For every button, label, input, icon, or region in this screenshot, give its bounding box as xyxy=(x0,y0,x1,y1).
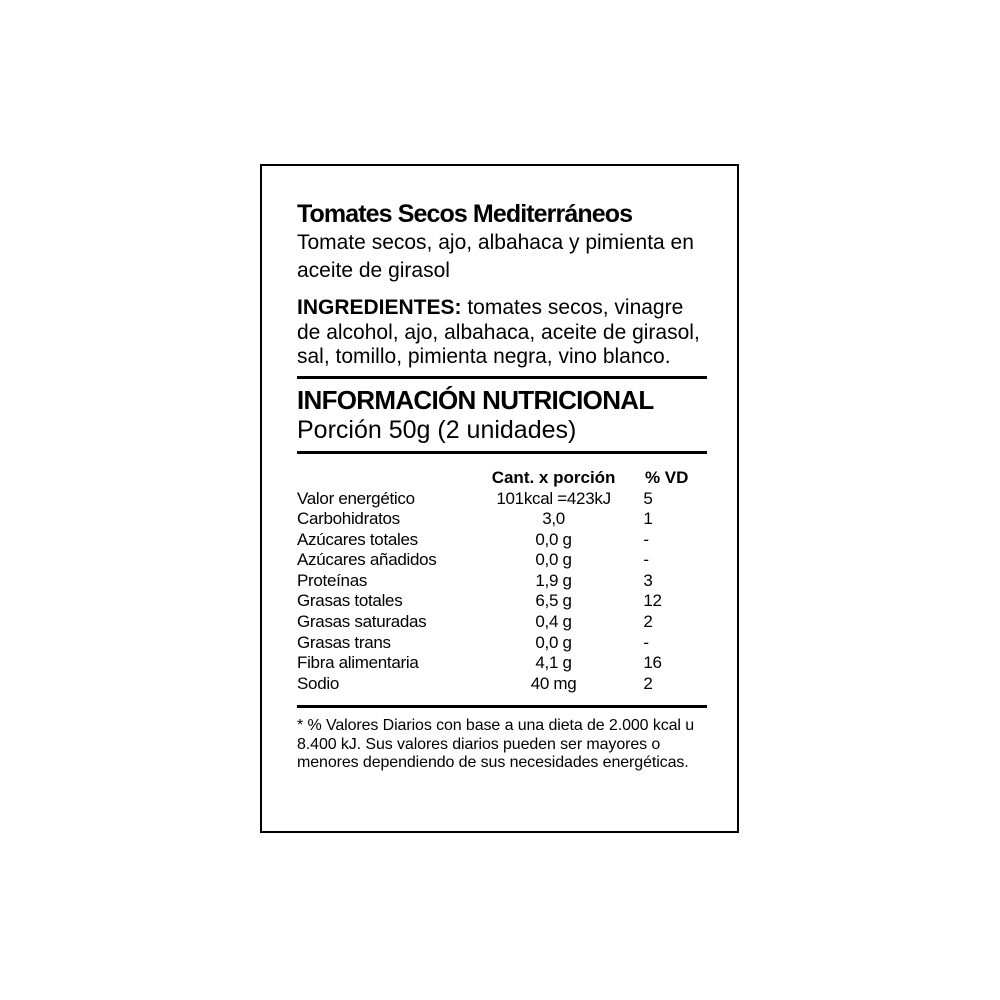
table-row xyxy=(297,550,707,571)
nutrient-vd: 16 xyxy=(643,653,662,673)
nutrient-vd: 1 xyxy=(643,509,653,529)
table-header-row xyxy=(297,467,707,489)
header-amount: Cant. x porción xyxy=(491,467,616,487)
nutrient-vd: 2 xyxy=(643,673,653,693)
nutrient-name: Grasas totales xyxy=(297,591,403,611)
nutrient-name: Azúcares añadidos xyxy=(297,550,437,570)
nutrient-amount: 1,9 g xyxy=(535,570,572,590)
nutrient-name: Valor energético xyxy=(297,488,415,508)
nutrient-amount: 0,0 g xyxy=(535,632,572,652)
table-row xyxy=(297,489,707,510)
header-vd: % VD xyxy=(644,467,689,487)
nutrient-amount: 101kcal =423kJ xyxy=(496,488,611,508)
nutrient-amount: 0,4 g xyxy=(535,612,572,632)
nutrition-label xyxy=(260,164,739,833)
table-row xyxy=(297,530,707,551)
nutrient-amount: 0,0 g xyxy=(535,529,572,549)
label-content xyxy=(297,200,707,773)
nutrient-vd: 12 xyxy=(643,591,662,611)
nutrient-name: Grasas trans xyxy=(297,632,391,652)
nutrient-amount: 3,0 xyxy=(542,509,565,529)
nutrient-vd: 5 xyxy=(643,488,653,508)
footnote: * % Valores Diarios con base a una dieta de 2.000 kcal u 8.400 kJ. Sus valores diarios pueden ser mayores o menores dependiendo de sus necesidades energéticas. xyxy=(297,717,695,772)
product-title: Tomates Secos Mediterráneos xyxy=(297,200,633,228)
table-row xyxy=(297,674,707,695)
nutrient-amount: 0,0 g xyxy=(535,550,572,570)
nutrient-amount: 40 mg xyxy=(530,673,577,693)
divider-top xyxy=(297,376,707,379)
ingredients-block xyxy=(297,296,707,370)
nutrient-vd: 2 xyxy=(643,612,653,632)
portion-size: Porción 50g (2 unidades) xyxy=(297,415,577,444)
nutrient-vd: - xyxy=(643,550,649,570)
nutrient-vd: - xyxy=(643,632,649,652)
divider-bottom xyxy=(297,705,707,708)
header-nutrient xyxy=(297,467,481,489)
nutrient-name: Carbohidratos xyxy=(297,509,400,529)
table-row xyxy=(297,612,707,633)
nutrient-amount: 4,1 g xyxy=(535,653,572,673)
table-row xyxy=(297,653,707,674)
table-row xyxy=(297,591,707,612)
nutrient-name: Azúcares totales xyxy=(297,529,418,549)
nutrient-name: Grasas saturadas xyxy=(297,612,427,632)
nutrient-name: Sodio xyxy=(297,673,339,693)
nutrient-name: Proteínas xyxy=(297,570,368,590)
ingredients-text: tomates secos, vinagre de alcohol, ajo, albahaca, aceite de girasol, sal, tomillo, pimienta negra, vino blanco. xyxy=(297,296,700,368)
table-row xyxy=(297,633,707,654)
nutrition-table xyxy=(297,467,707,695)
table-row xyxy=(297,571,707,592)
ingredients-label: INGREDIENTES: xyxy=(297,296,462,319)
divider-mid xyxy=(297,451,707,454)
product-subtitle: Tomate secos, ajo, albahaca y pimienta en aceite de girasol xyxy=(297,231,694,282)
nutrition-section-title: INFORMACIÓN NUTRICIONAL xyxy=(297,384,654,415)
nutrient-vd: 3 xyxy=(643,570,653,590)
nutrient-vd: - xyxy=(643,529,649,549)
table-row xyxy=(297,509,707,530)
nutrient-name: Fibra alimentaria xyxy=(297,653,419,673)
nutrient-amount: 6,5 g xyxy=(535,591,572,611)
